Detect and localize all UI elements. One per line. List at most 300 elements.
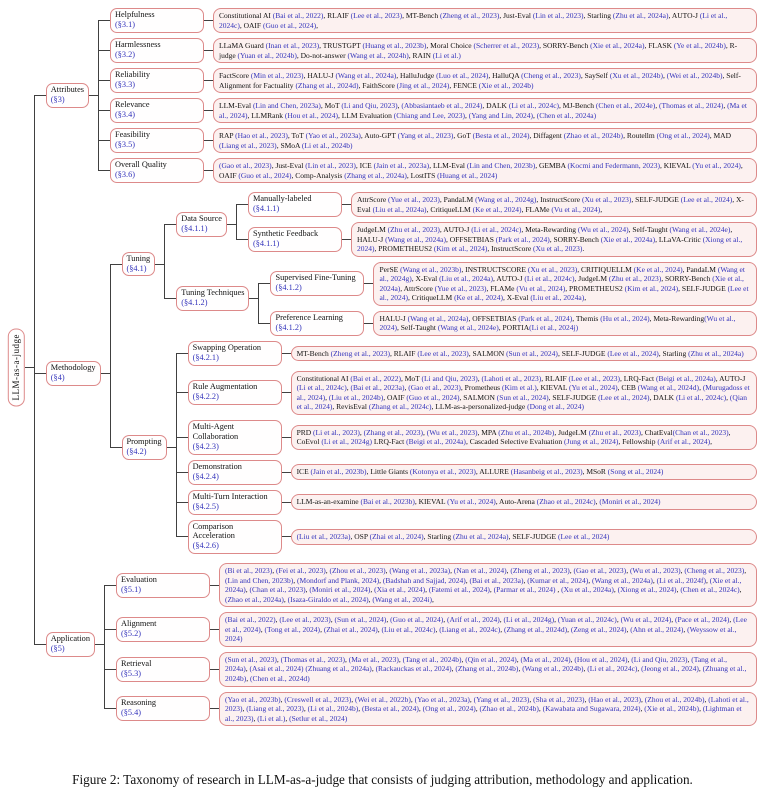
node-multi-agent-collaboration — [188, 420, 757, 455]
citation-name: , Auto-GPT — [360, 131, 398, 141]
citation-name: , PORTIA — [498, 323, 530, 333]
citation-ref: (Luo et al., 2024) — [436, 71, 489, 81]
citation-ref: (Lahoti et al., 2023) — [224, 694, 749, 714]
citation-name: , — [465, 575, 470, 585]
citation-ref: (Lin et al., 2023) — [532, 11, 584, 20]
label-methodology — [46, 361, 101, 386]
citation-ref: (Chen et al., 2024d) — [249, 674, 310, 683]
node-helpfulness — [110, 8, 757, 33]
citation-ref: (Xie et al., 2024a) — [224, 575, 742, 595]
citation-name: , X-Eval — [356, 195, 744, 214]
citation-ref: (Zeng et al., 2024) — [570, 624, 627, 634]
citation-ref: (Sun et al., 2024) — [334, 615, 387, 625]
citation-ref: (Zhang et al., 2024a) — [344, 170, 407, 180]
citation-name: , SELF-JUDGE — [678, 283, 728, 293]
section-ref-comparison-acceleration: (§4.2.6) — [192, 541, 219, 551]
citation-ref: (Yang and Lin, 2024) — [468, 110, 533, 120]
connector-stub — [342, 204, 351, 205]
label-reasoning — [116, 696, 210, 721]
citation-ref: (Jeong et al., 2024) — [641, 664, 699, 674]
children-of-tuning — [164, 192, 757, 336]
section-ref-feasibility: (§3.5) — [114, 140, 136, 150]
citation-name: , FENCE — [449, 80, 479, 90]
citation-ref: (Wu et al., 2024) — [620, 615, 672, 625]
label-text-alignment: Alignment — [120, 619, 157, 629]
citation-name: , HalluJudge — [396, 71, 437, 81]
citation-name: , GoT — [453, 131, 473, 141]
citations-swapping-operation — [291, 346, 757, 362]
citation-ref: (Chen et al., 2024c) — [680, 585, 740, 595]
citation-name: , LLM-as-a-personalized-judge — [431, 402, 528, 412]
label-text-retrieval: Retrieval — [120, 658, 152, 668]
citation-ref: (Zhao et al., 2024b) — [479, 704, 539, 714]
node-feasibility — [110, 128, 757, 153]
citation-name: , — [245, 664, 250, 674]
citation-ref: (Zhu et al., 2023) — [588, 427, 641, 437]
citation-ref: (Yuan et al., 2024c) — [557, 615, 617, 625]
citation-name: , PandaLM — [439, 195, 476, 205]
citation-name: , — [379, 575, 383, 585]
section-ref-reliability: (§3.3) — [114, 80, 136, 90]
citation-name: , Prometheus — [460, 383, 502, 393]
citation-ref: (Thomas et al., 2024) — [659, 101, 724, 111]
citation-name: , OAIF — [239, 20, 263, 30]
citation-name: , — [397, 101, 402, 111]
citation-ref: (Zhuang et al., 2024b) — [224, 664, 747, 683]
connector-stub — [204, 20, 213, 21]
citation-name: , — [584, 293, 587, 303]
branch-manually-labeled — [236, 192, 757, 217]
citation-ref: (Gao et al., 2023) — [218, 161, 272, 171]
citation-ref: (Wang et al., 2024i) — [372, 594, 433, 604]
citation-ref: (Liu et al., 2024b) — [328, 392, 384, 402]
citations-evaluation — [219, 563, 757, 607]
citation-name: , — [626, 566, 630, 576]
citation-name: , — [500, 624, 504, 634]
citation-name: , HALU-J — [303, 71, 336, 81]
citation-ref: (Li and Qiu, 2023) — [631, 654, 688, 664]
section-ref-tuning-techniques: (§4.1.2) — [181, 298, 208, 308]
citation-name: , OAIF — [218, 161, 743, 180]
citation-name: , — [705, 575, 710, 585]
citation-ref: (Zheng et al., 2023) — [510, 566, 570, 576]
citation-ref: (Xie et al., 2024b) — [644, 704, 700, 714]
children-of-attributes — [98, 8, 757, 183]
citation-name: , Fellowship — [618, 437, 658, 447]
label-text-synthetic-feedback: Synthetic Feedback — [252, 229, 319, 239]
children-of-methodology — [110, 192, 757, 554]
citation-ref: (Chan et al., 2023) — [249, 585, 306, 595]
citation-ref: (Kim et al.) — [501, 383, 537, 393]
citation-name: , — [627, 654, 632, 664]
citation-name: , — [358, 704, 363, 714]
citation-name: , ChatEval — [640, 427, 673, 437]
citation-ref: (Abbasiantaeb et al., 2024) — [401, 101, 483, 111]
citation-ref: (Dong et al., 2024) — [527, 402, 584, 412]
node-data-source — [176, 192, 757, 257]
citation-name: , — [425, 585, 429, 595]
citation-name: , InstructScore — [536, 195, 582, 205]
citation-ref: (Wei et al., 2024b) — [666, 71, 723, 81]
citation-name: AttrScore — [356, 195, 389, 205]
citation-name: , AUTO-J — [493, 274, 525, 284]
citation-name: , — [516, 654, 521, 664]
citation-name: , SELF-JUDGE — [508, 532, 558, 542]
node-alignment — [116, 612, 757, 647]
citation-ref: (Li et al.) — [257, 713, 286, 723]
citation-name: , SELF-JUDGE — [557, 348, 608, 358]
citation-name: , SELF-JUDGE — [631, 195, 681, 205]
citation-ref: (Bai et al., 2022) — [224, 615, 276, 625]
branch-evaluation — [104, 563, 757, 607]
branch-reliability — [98, 68, 757, 93]
citation-name: , CritiqueLLM — [408, 293, 455, 303]
citation-name: , SALMON — [468, 348, 507, 358]
citation-name: , DALK — [482, 101, 509, 111]
citations-comparison-acceleration — [291, 529, 757, 545]
citation-name: , Meta-Rewarding — [521, 225, 578, 235]
citation-ref: (Wang et al., 2024g) — [379, 264, 745, 284]
citation-ref: (Yu et al., 2024) — [692, 161, 741, 171]
citation-ref: (Ke et al., 2024) — [454, 293, 504, 303]
branch-alignment — [104, 612, 757, 647]
citation-ref: (Qin et al., 2024) — [465, 654, 517, 664]
citation-name: , AUTO-J — [715, 373, 746, 383]
citation-name: , — [567, 624, 571, 634]
citation-ref: (Lin and Chen, 2023a) — [252, 101, 321, 111]
node-reliability — [110, 68, 757, 93]
citation-ref: (Park et al., 2024) — [518, 313, 573, 323]
label-relevance — [110, 98, 204, 123]
citation-name: , LLaVA-Critic — [655, 234, 703, 244]
citation-name: , OAIF — [383, 392, 407, 402]
citation-name: , — [398, 654, 403, 664]
citation-name: , — [723, 101, 728, 111]
label-attributes — [46, 83, 89, 108]
citation-ref: (Zhang et al., 2023) — [363, 427, 424, 437]
citation-ref: (Hao et al., 2023) — [588, 694, 642, 704]
citation-name: , Self-Alignment for Factuality — [218, 71, 741, 90]
node-llm-as-a-judge — [8, 8, 757, 726]
citation-name: , — [418, 704, 423, 714]
citation-ref: (Zhou et al., 2024b) — [644, 694, 705, 704]
citation-ref: (Xie et al., 2024b) — [478, 80, 534, 90]
citation-ref: (Arif et al., 2024) — [657, 437, 711, 447]
section-ref-synthetic-feedback: (§4.1.1) — [252, 238, 280, 248]
citation-name: , DALK — [649, 392, 676, 402]
citation-ref: (Yue et al., 2023) — [388, 195, 440, 205]
citation-name: MT-Bench — [296, 348, 331, 358]
label-text-feasibility: Feasibility — [114, 130, 151, 140]
children-of-prompting — [176, 341, 757, 555]
citation-name: , — [584, 694, 589, 704]
citations-overall-quality — [213, 158, 757, 183]
citation-name: , — [588, 575, 593, 585]
citation-ref: (Zheng et al., 2023) — [330, 348, 391, 358]
citation-ref: (Zhu et al., 2023) — [387, 225, 440, 235]
citation-name: , — [432, 594, 434, 604]
citation-ref: (Lee et al., 2024) — [607, 348, 659, 358]
citation-name: LRQ-Fact — [371, 437, 407, 447]
connector-stub — [364, 283, 373, 284]
citation-ref: (Yang et al., 2023) — [473, 694, 530, 704]
citation-ref: (Lee et al., 2023) — [279, 615, 331, 625]
citation-ref: (Zhai et al., 2024) — [369, 532, 424, 542]
citation-ref: (Liang et al., 2023) — [246, 704, 304, 714]
branch-tuning — [110, 192, 757, 336]
citation-name: , Meta-Rewarding — [649, 313, 705, 323]
citations-harmlessness — [213, 38, 757, 63]
citation-ref: (Murugadoss et al., 2024) — [296, 383, 750, 402]
citation-name: , LLM Evaluation — [337, 110, 394, 120]
citation-name: LLM-Eval — [218, 101, 253, 111]
citation-ref: (Xu et al., 2023) — [527, 264, 578, 274]
citation-ref: (Yue et al., 2023) — [434, 283, 487, 293]
citation-name: , Moral Choice — [426, 41, 474, 51]
section-ref-evaluation: (§5.1) — [120, 584, 142, 594]
branch-tuning-techniques — [164, 262, 757, 336]
citation-name: , — [613, 585, 618, 595]
citation-ref: (Huang et al., 2024) — [437, 170, 498, 180]
citation-name: , Do-not-answer — [296, 50, 348, 60]
connector-stub — [282, 502, 291, 503]
citation-name: , — [518, 664, 523, 674]
citation-ref: (Moniri et al., 2024) — [599, 497, 661, 507]
citation-ref: (Badshah and Sajjad, 2024) — [382, 575, 466, 585]
citation-name: , MAD — [709, 131, 731, 141]
citation-name: , ToT — [287, 131, 306, 141]
section-ref-preference-learning: (§4.1.2) — [275, 322, 302, 332]
citation-ref: (Chan et al., 2023) — [672, 427, 729, 437]
citation-ref: (Xie et al., 2024a) — [590, 41, 645, 51]
connector-stub — [282, 472, 291, 473]
label-retrieval — [116, 657, 210, 682]
node-swapping-operation — [188, 341, 757, 366]
citation-name: , Diffagent — [529, 131, 564, 141]
branch-swapping-operation — [176, 341, 757, 366]
citation-ref: (Zheng et al., 2023) — [439, 11, 500, 20]
citation-ref: (Lee et al., 2023) — [350, 11, 403, 20]
citations-multi-turn-interaction — [291, 494, 757, 510]
citation-name: , — [529, 694, 534, 704]
citation-name: , — [325, 566, 330, 576]
label-data-source — [176, 212, 227, 237]
citation-ref: (Scherrer et al., 2023) — [473, 41, 540, 51]
citation-name: , — [245, 585, 250, 595]
citation-ref: (Yao et al., 2023a) — [305, 131, 361, 141]
citations-feasibility — [213, 128, 757, 153]
citation-ref: (Beigi et al., 2024a) — [406, 437, 466, 447]
citation-name: , InstructScore — [487, 244, 534, 254]
citation-name: , INSTRUCTSCORE — [461, 264, 528, 274]
citation-name: , AUTO-J — [668, 11, 700, 20]
citation-ref: (Li et al., 2024c) — [524, 274, 575, 284]
citation-name: , RevisEval — [332, 402, 369, 412]
citation-name: , PROMETHEUS2 — [565, 283, 625, 293]
citation-ref: (Zhang et al., 2024d) — [295, 80, 359, 90]
label-text-reliability: Reliability — [114, 70, 151, 80]
citation-ref: (Lee et al., 2023) — [417, 348, 469, 358]
citation-ref: (Xie et al., 2024a) — [379, 274, 744, 293]
section-ref-application: (§5) — [50, 644, 65, 654]
citation-name: , — [346, 383, 351, 393]
citation-name: FactScore — [218, 71, 251, 81]
citation-ref: (Zhao et al., 2024c) — [536, 497, 596, 507]
children-of-llm-as-a-judge — [34, 8, 757, 726]
citation-ref: (Wang et al., 2024d) — [637, 383, 700, 393]
node-retrieval — [116, 652, 757, 687]
citation-name: , KIEVAL — [536, 383, 570, 393]
citation-ref: (Min et al., 2023) — [250, 71, 304, 81]
citation-ref: (Xu et al., 2024b) — [609, 71, 663, 81]
branch-overall-quality — [98, 158, 757, 183]
branch-multi-turn-interaction — [176, 490, 757, 515]
citation-ref: (Sun et al., 2024) — [506, 348, 558, 358]
label-rule-augmentation — [188, 380, 282, 405]
citation-ref: (Zhao et al., 2024a) — [224, 594, 284, 604]
citation-ref: (Lightman et al., 2023) — [224, 704, 742, 723]
node-synthetic-feedback — [248, 222, 757, 257]
citation-name: , — [744, 566, 747, 576]
citation-name: , FLAMe — [486, 283, 517, 293]
connector-stub — [204, 80, 213, 81]
citation-name: , KIEVAL — [414, 497, 448, 507]
label-text-data-source: Data Source — [181, 214, 222, 224]
citation-ref: (Bai et al., 2023a) — [469, 575, 524, 585]
citations-reliability — [213, 68, 757, 93]
citation-name: , LLM-Eval — [429, 161, 467, 171]
citations-preference-learning — [373, 311, 757, 336]
section-ref-alignment: (§5.2) — [120, 629, 142, 639]
citation-ref: (Cheng et al., 2023) — [684, 566, 745, 576]
citation-ref: (Yang et al., 2023) — [397, 131, 454, 141]
citation-ref: (Tang et al., 2024b) — [402, 654, 462, 664]
citation-name: , — [404, 383, 409, 393]
label-text-rule-augmentation: Rule Augmentation — [192, 382, 258, 392]
citation-ref: (Wang et al., 2024h) — [347, 50, 409, 60]
citation-ref: (Li et al., 2024c) — [296, 383, 347, 393]
label-manually-labeled — [248, 192, 342, 217]
citation-name: , KIEVAL — [660, 161, 693, 171]
citation-ref: (Chen et al., 2024e) — [595, 101, 656, 111]
citation-name: Constitutional AI — [296, 373, 351, 383]
citation-name: , Auto-Arena — [495, 497, 537, 507]
node-tuning — [122, 192, 757, 336]
citation-ref: (Setlur et al., 2024) — [289, 713, 348, 723]
section-ref-swapping-operation: (§4.2.1) — [192, 352, 219, 362]
citation-ref: (Lee et al., 2024) — [680, 195, 733, 205]
citation-name: , — [554, 615, 558, 625]
citation-name: , — [410, 694, 415, 704]
citation-name: , — [523, 575, 528, 585]
label-text-attributes: Attributes — [50, 85, 84, 95]
citation-name: , — [371, 664, 376, 674]
branch-attributes — [34, 8, 757, 183]
citation-ref: (Lahoti et al., 2023) — [481, 373, 542, 383]
citation-name: , — [626, 624, 631, 634]
branch-data-source — [164, 192, 757, 257]
citation-ref: (Zhao et al., 2024b) — [563, 131, 624, 141]
citation-ref: (Fei et al., 2023) — [276, 566, 326, 576]
citation-name: , ICE — [355, 161, 374, 171]
citation-name: , Comp-Analysis — [291, 170, 345, 180]
citations-multi-agent-collaboration — [291, 425, 757, 450]
citation-name: , — [242, 704, 247, 714]
label-feasibility — [110, 128, 204, 153]
citation-name: , LRQ-Fact — [619, 373, 657, 383]
citation-name: , — [641, 694, 645, 704]
citation-ref: (Ye et al., 2024b) — [673, 41, 726, 51]
section-ref-manually-labeled: (§4.1.1) — [252, 204, 280, 214]
citation-ref: (Bai et al., 2022) — [272, 11, 324, 20]
citation-name: , — [377, 624, 382, 634]
citation-ref: (Li et al.) — [432, 50, 461, 60]
section-ref-supervised-fine-tuning: (§4.1.2) — [275, 283, 302, 293]
citation-ref: (Wu et al., 2023) — [426, 427, 478, 437]
citation-ref: (Wu et al., 2024) — [577, 225, 629, 235]
connector-stub — [282, 536, 291, 537]
citation-name: Constitutional AI — [218, 11, 273, 20]
citation-ref: (Jing et al., 2024) — [396, 80, 450, 90]
citation-name: , — [477, 373, 482, 383]
citation-ref: (Gao et al., 2023) — [408, 383, 461, 393]
label-multi-agent-collaboration — [188, 420, 282, 455]
citation-name: , — [260, 624, 265, 634]
connector-stub — [227, 224, 236, 225]
citation-name: , — [671, 615, 676, 625]
citation-name: , CRITIQUELLM — [577, 264, 634, 274]
citation-name: , — [640, 704, 645, 714]
citation-ref: (Xie et al., 2024a) — [600, 234, 656, 244]
section-ref-tuning: (§4.1) — [126, 263, 147, 273]
citation-name: , Routellm — [623, 131, 657, 141]
branch-relevance — [98, 98, 757, 123]
citation-ref: (Wang et al., 2023b) — [400, 264, 462, 274]
citation-name: , — [368, 594, 373, 604]
citation-name: HALU-J — [379, 313, 408, 323]
citations-rule-augmentation — [291, 371, 757, 415]
citation-name: , — [499, 615, 504, 625]
label-multi-turn-interaction — [188, 490, 282, 515]
branch-helpfulness — [98, 8, 757, 33]
citation-ref: (Xu et al., 2023) — [533, 244, 583, 254]
branch-supervised-fine-tuning — [258, 262, 757, 306]
branch-harmlessness — [98, 38, 757, 63]
citation-name: , — [726, 392, 730, 402]
citation-name: , OFFSETBIAS — [468, 313, 519, 323]
label-text-prompting: Prompting — [126, 437, 162, 447]
citation-name: , HalluQA — [488, 71, 522, 81]
label-preference-learning — [270, 311, 364, 336]
branch-prompting — [110, 341, 757, 555]
citation-ref: (Tong et al., 2024) — [264, 624, 321, 634]
citation-ref: (Zhuang et al., 2024a) — [305, 664, 372, 674]
citations-demonstration — [291, 464, 757, 480]
citation-ref: (Bai et al., 2022) — [350, 373, 401, 383]
citation-ref: (Thomas et al., 2023) — [280, 654, 345, 664]
section-ref-rule-augmentation: (§4.2.2) — [192, 392, 219, 402]
citation-name: , — [506, 566, 511, 576]
citation-name: , — [253, 713, 258, 723]
citation-ref: (Liang et al., 2024c) — [439, 624, 501, 634]
citation-name: , — [275, 615, 280, 625]
citation-ref: (Kim et al., 2024) — [433, 244, 488, 254]
citation-name: , LLMRank — [247, 110, 285, 120]
citation-ref: (Kocmi and Federmann, 2023) — [567, 161, 660, 171]
connector-stub — [167, 447, 176, 448]
citation-name: , JudgeLM — [574, 274, 609, 284]
branch-application — [34, 563, 757, 726]
